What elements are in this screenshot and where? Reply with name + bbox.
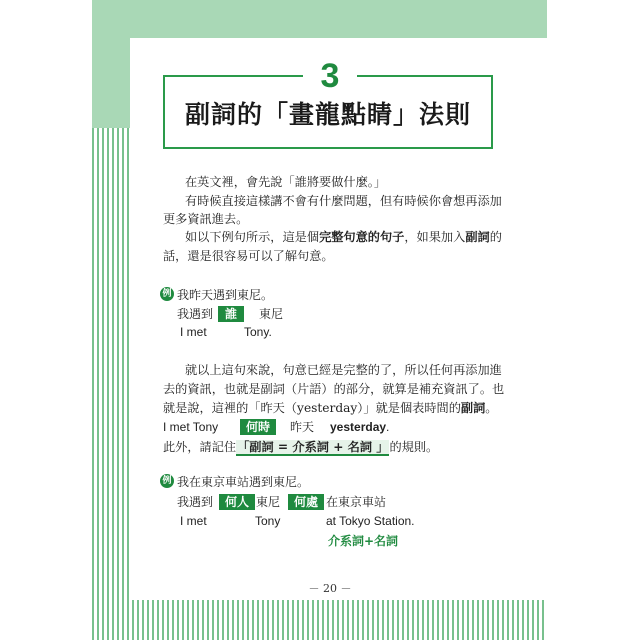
page-title: 副詞的「畫龍點睛」法則: [184, 100, 471, 129]
example-icon-2: 例: [160, 474, 174, 488]
example-icon: 例: [160, 287, 174, 301]
example-2-en-c: at Tokyo Station.: [326, 514, 415, 528]
paragraph-3-line-1: 如以下例句所示，這是個完整句意的句子，如果加入副詞的: [185, 230, 502, 244]
word-yesterday-en: yesterday.: [330, 420, 390, 434]
example-1-en-b: Tony.: [244, 325, 272, 339]
example-2-en-b: Tony: [255, 514, 281, 528]
left-stripes: [92, 128, 130, 600]
paragraph-4-line-2: 去的資訊，也就是副詞（片語）的部分，就算是補充資訊了。也: [163, 382, 505, 396]
rule-highlight: 「副詞 = 介系詞 + 名詞 」: [237, 440, 389, 454]
paragraph-4-line-1: 就以上這句來說，句意已經是完整的了，所以任何再添加進: [185, 363, 502, 377]
bottom-stripes: [92, 600, 547, 640]
tag-when: 何時: [240, 419, 276, 435]
example-2-tag-who: 何人: [219, 494, 255, 510]
keyword-complete-sentence: 完整句意的句子: [319, 230, 405, 244]
example-2-zh-a: 我遇到: [177, 495, 214, 509]
example-2-en-a: I met: [180, 514, 207, 528]
keyword-adverb-2: 副詞: [460, 401, 486, 415]
chapter-number: 3: [320, 57, 340, 95]
top-green-band: [92, 0, 547, 38]
example-2-zh-c: 在東京車站: [326, 495, 387, 509]
keyword-adverb: 副詞: [465, 230, 490, 244]
example-2-zh-b: 東尼: [256, 495, 281, 509]
example-1-sentence: 我昨天遇到東尼。: [177, 288, 274, 302]
paragraph-4-line-3: 就是說，這裡的「昨天（yesterday）」就是個表時間的副詞。: [163, 401, 498, 415]
example-line-i-met-tony: I met Tony: [163, 420, 219, 434]
example-2-tag-where: 何處: [288, 494, 324, 510]
example-1-tag-who: 誰: [218, 306, 244, 322]
paragraph-2-line-1: 有時候直接這樣講不會有什麼問題，但有時候你會想再添加: [185, 194, 502, 208]
paragraph-4-line-5: 此外，請記住「副詞 = 介系詞 + 名詞 」的規則。: [163, 440, 439, 454]
example-2-sentence: 我在東京車站遇到東尼。: [177, 475, 310, 489]
paragraph-3-line-2: 話，還是很容易可以了解句意。: [163, 249, 334, 263]
paragraph-1: 在英文裡，會先說「誰將要做什麼。」: [185, 175, 387, 189]
page-number: － 20 －: [308, 582, 352, 595]
preposition-noun-note: 介系詞+名詞: [328, 534, 399, 548]
example-1-en-a: I met: [180, 325, 207, 339]
example-1-zh-a: 我遇到: [177, 307, 214, 321]
example-1-zh-b: 東尼: [259, 307, 284, 321]
paragraph-2-line-2: 更多資訊進去。: [163, 212, 249, 226]
word-yesterday-zh: 昨天: [290, 420, 315, 434]
